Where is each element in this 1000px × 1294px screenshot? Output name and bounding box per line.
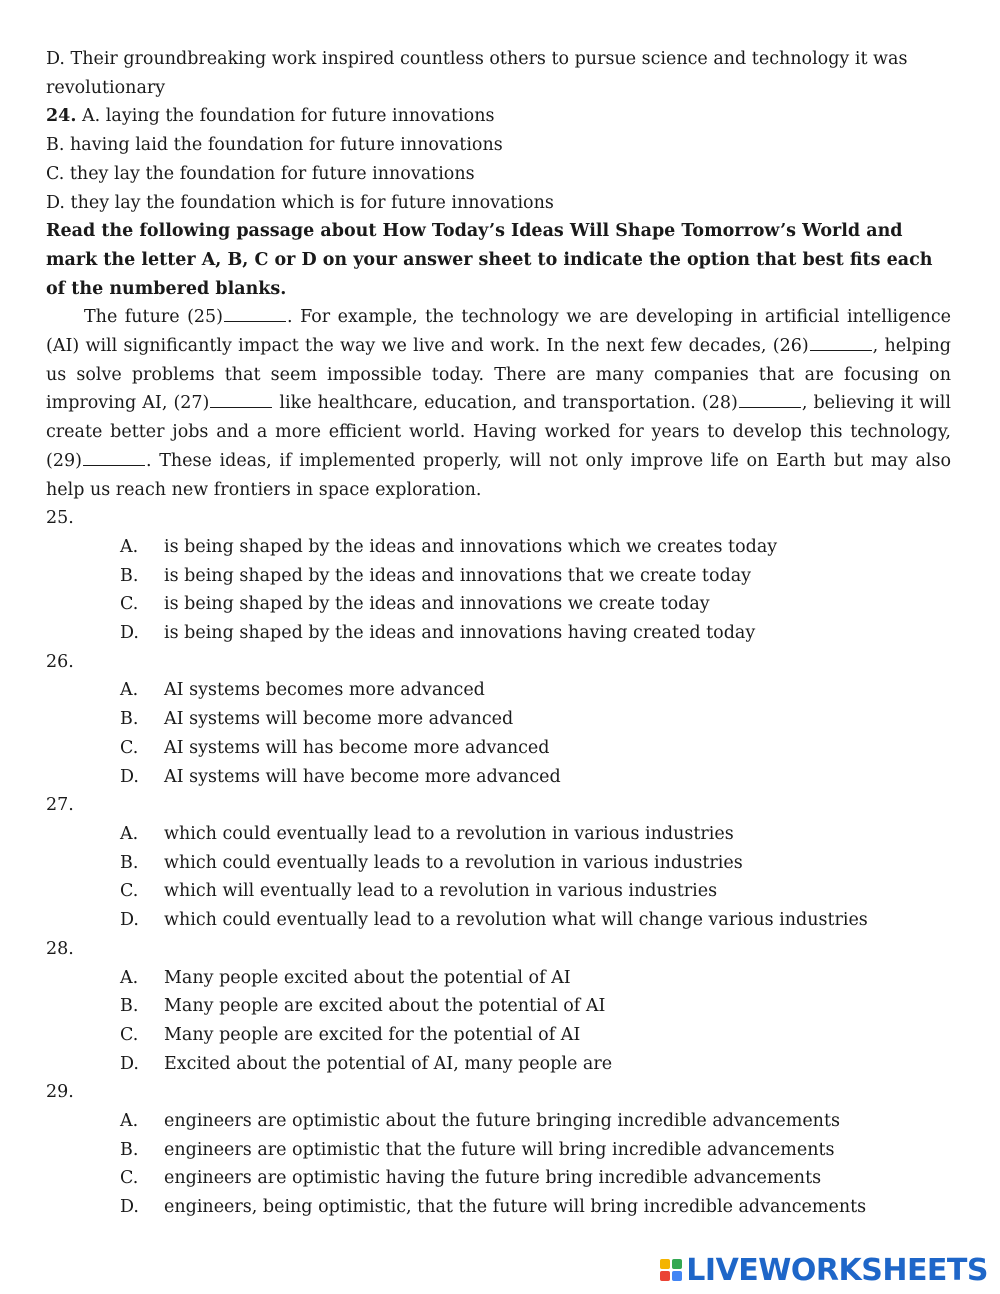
option-letter: C.	[120, 881, 139, 902]
blank-29[interactable]	[83, 464, 145, 466]
option-text: is being shaped by the ideas and innovations we create today	[164, 594, 710, 615]
option-text: which could eventually lead to a revolution in various industries	[164, 823, 734, 844]
option-text: engineers are optimistic that the future will bring incredible advancements	[164, 1139, 835, 1160]
option-letter: D.	[120, 766, 139, 787]
option-letter: A.	[120, 1111, 139, 1132]
option-letter: B.	[120, 852, 139, 873]
option-letter: B.	[120, 709, 139, 730]
option-text: Excited about the potential of AI, many people are	[164, 1053, 613, 1074]
blank-26[interactable]	[810, 349, 872, 351]
logo-square-red	[660, 1271, 670, 1281]
option-text: AI systems will has become more advanced	[164, 737, 550, 758]
option-letter: D.	[120, 1053, 139, 1074]
option-letter: D.	[120, 1197, 139, 1218]
option-letter: A.	[120, 967, 139, 988]
question-list	[46, 504, 951, 1222]
question-number: 28.	[46, 938, 74, 959]
logo-text: LIVEWORKSHEETS	[686, 1252, 988, 1288]
prev-option-d: D. Their groundbreaking work inspired countless others to pursue science and technology it was revolutionary	[46, 49, 908, 98]
option-text: Many people are excited about the potential of AI	[164, 996, 606, 1017]
option-letter: C.	[120, 1024, 139, 1045]
option-letter: B.	[120, 1139, 139, 1160]
option-letter: A.	[120, 823, 139, 844]
option-letter: A.	[120, 536, 139, 557]
answer-option[interactable]	[46, 1164, 951, 1193]
option-text: is being shaped by the ideas and innovations having created today	[164, 623, 756, 644]
blank-28[interactable]	[739, 406, 801, 408]
answer-option[interactable]	[46, 820, 951, 849]
logo-square-green	[672, 1259, 682, 1269]
option-letter: C.	[120, 594, 139, 615]
q24-number: 24.	[46, 106, 77, 127]
option-text: which will eventually lead to a revolution in various industries	[164, 881, 718, 902]
option-text: engineers are optimistic about the future bringing incredible advancements	[164, 1111, 840, 1132]
answer-option[interactable]	[46, 992, 951, 1021]
option-letter: C.	[120, 1168, 139, 1189]
option-letter: C.	[120, 737, 139, 758]
question-number: 25.	[46, 508, 74, 529]
option-text: is being shaped by the ideas and innovations which we creates today	[164, 536, 778, 557]
answer-option[interactable]	[46, 562, 951, 591]
option-text: AI systems will become more advanced	[164, 709, 514, 730]
option-letter: D.	[120, 910, 139, 931]
logo-square-blue	[672, 1271, 682, 1281]
answer-option[interactable]	[46, 1193, 951, 1222]
q24-option-d: D. they lay the foundation which is for future innovations	[46, 192, 554, 213]
question-number: 29.	[46, 1082, 74, 1103]
q24-option-c: C. they lay the foundation for future innovations	[46, 163, 475, 184]
answer-option[interactable]	[46, 734, 951, 763]
option-letter: D.	[120, 623, 139, 644]
option-text: Many people are excited for the potential of AI	[164, 1024, 581, 1045]
q24-option-a: 24. A. laying the foundation for future innovations	[46, 106, 495, 127]
logo-grid-icon	[660, 1259, 682, 1281]
option-text: engineers, being optimistic, that the future will bring incredible advancements	[164, 1197, 867, 1218]
answer-option[interactable]	[46, 906, 951, 935]
answer-option[interactable]	[46, 619, 951, 648]
option-letter: B.	[120, 565, 139, 586]
question-number: 27.	[46, 795, 74, 816]
blank-25[interactable]	[224, 320, 286, 322]
option-text: AI systems becomes more advanced	[164, 680, 485, 701]
answer-option[interactable]	[46, 676, 951, 705]
option-text: is being shaped by the ideas and innovations that we create today	[164, 565, 752, 586]
answer-option[interactable]	[46, 1107, 951, 1136]
logo-square-yellow	[660, 1259, 670, 1269]
option-letter: B.	[120, 996, 139, 1017]
answer-option[interactable]	[46, 1021, 951, 1050]
answer-option[interactable]	[46, 849, 951, 878]
option-text: which could eventually lead to a revolution what will change various industries	[164, 910, 868, 931]
answer-option[interactable]	[46, 964, 951, 993]
answer-option[interactable]	[46, 705, 951, 734]
q24-option-b: B. having laid the foundation for future innovations	[46, 135, 503, 156]
answer-option[interactable]	[46, 1050, 951, 1079]
option-text: which could eventually leads to a revolution in various industries	[164, 852, 743, 873]
option-text: AI systems will have become more advanced	[164, 766, 561, 787]
option-text: Many people excited about the potential of AI	[164, 967, 571, 988]
worksheet-page	[46, 45, 951, 1222]
answer-option[interactable]	[46, 533, 951, 562]
answer-option[interactable]	[46, 590, 951, 619]
answer-option[interactable]	[46, 1136, 951, 1165]
option-letter: A.	[120, 680, 139, 701]
option-text: engineers are optimistic having the future bring incredible advancements	[164, 1168, 822, 1189]
liveworksheets-logo	[660, 1252, 988, 1288]
answer-option[interactable]	[46, 763, 951, 792]
instruction-heading: Read the following passage about How Today’s Ideas Will Shape Tomorrow’s World and mark the letter A, B, C or D on your answer sheet to indicate the option that best fits each of the numbered blanks.	[46, 221, 933, 299]
answer-option[interactable]	[46, 877, 951, 906]
question-number: 26.	[46, 651, 74, 672]
blank-27[interactable]	[210, 406, 272, 408]
passage: The future (25) . For example, the technology we are developing in artificial intelligence (AI) will significantly impact the way we live and work. In the next few decades, (26) , helping us solve problems that seem impossible today. There are many companies that are focusing on improving AI, (27) like healthcare, education, and transportation. (28) , believing it will create better jobs and a more efficient world. Having worked for years to develop this technology, (29) . These ideas, if implemented properly, will not only improve life on Earth but may also help us reach new frontiers in space exploration.	[46, 307, 952, 500]
